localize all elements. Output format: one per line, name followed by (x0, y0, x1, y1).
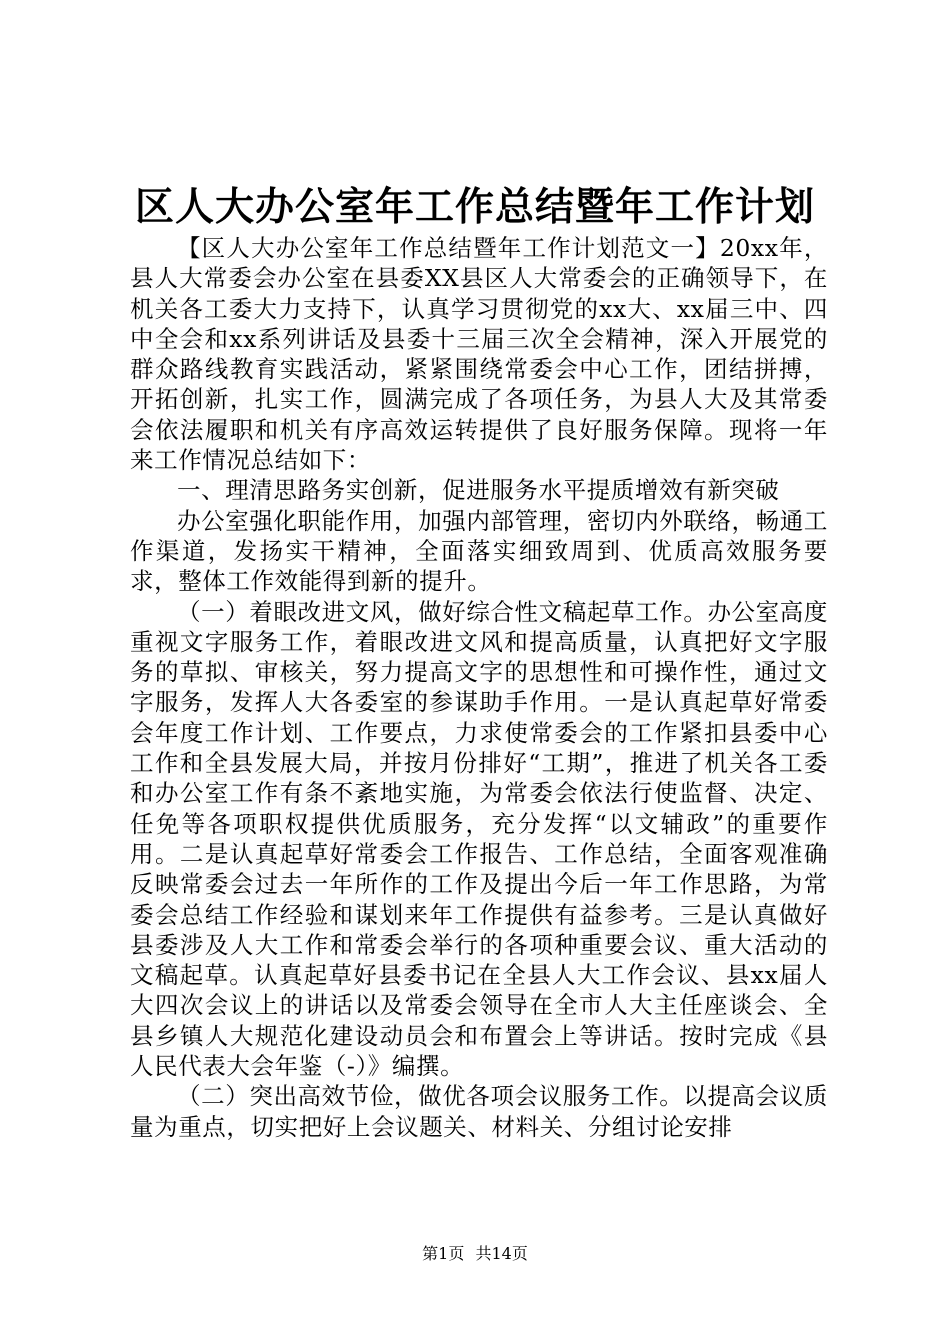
document-title: 区人大办公室年工作总结暨年工作计划 (134, 184, 815, 230)
section-heading-1: 一、理清思路务实创新，促进服务水平提质增效有新突破 (177, 476, 780, 505)
page-footer (0, 1243, 950, 1265)
paragraph-section-1-summary: 办公室强化职能作用，加强内部管理，密切内外联络，畅通工作渠道，发扬实干精神，全面落实细致周到、优质高效服务要求，整体工作效能得到新的提升。 (130, 506, 828, 596)
paragraph-item-1: （一）着眼改进文风，做好综合性文稿起草工作。办公室高度重视文字服务工作，着眼改进文风和提高质量，认真把好文字服务的草拟、审核关，努力提高文字的思想性和可操作性，通过文字服务，发挥人大各委室的参谋助手作用。一是认真起草好常委会年度工作计划、工作要点，力求使常委会的工作紧扣县委中心工作和全县发展大局，并按月份排好“工期”，推进了机关各工委和办公室工作有条不紊地实施，为常委会依法行使监督、决定、任免等各项职权提供优质服务，充分发挥“以文辅政”的重要作用。二是认真起草好常委会工作报告、工作总结，全面客观准确反映常委会过去一年所作的工作及提出今后一年工作思路，为常委会总结工作经验和谋划来年工作提供有益参考。三是认真做好县委涉及人大工作和常委会举行的各项种重要会议、重大活动的文稿起草。认真起草好县委书记在全县人大工作会议、县xx届人大四次会议上的讲话以及常委会领导在全市人大主任座谈会、全县乡镇人大规范化建设动员会和布置会上等讲话。按时完成《县人民代表大会年鉴（-）》编撰。 (130, 597, 828, 1081)
page-number: 第1页 (422, 1244, 465, 1263)
paragraph-intro: 【区人大办公室年工作总结暨年工作计划范文一】20xx年，县人大常委会办公室在县委XX县区人大常委会的正确领导下，在机关各工委大力支持下，认真学习贯彻党的xx大、xx届三中、四中全会和xx系列讲话及县委十三届三次全会精神，深入开展党的群众路线教育实践活动，紧紧围绕常委会中心工作，团结拼搏，开拓创新，扎实工作，圆满完成了各项任务，为县人大及其常委会依法履职和机关有序高效运转提供了良好服务保障。现将一年来工作情况总结如下： (130, 234, 828, 475)
document-body (130, 233, 828, 1142)
page-total: 共14页 (475, 1244, 528, 1263)
paragraph-item-2: （二）突出高效节俭，做优各项会议服务工作。以提高会议质量为重点，切实把好上会议题关、材料关、分组讨论安排 (130, 1082, 828, 1141)
